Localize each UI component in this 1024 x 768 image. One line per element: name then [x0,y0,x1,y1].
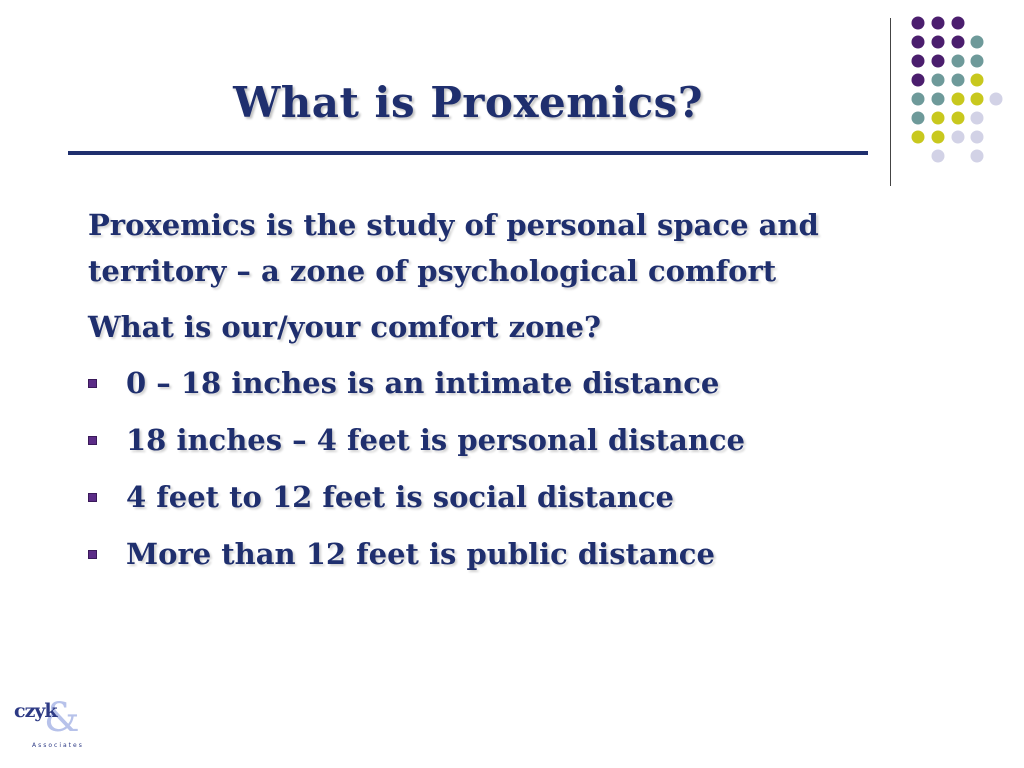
list-item [88,531,918,577]
dot [912,93,925,106]
dot [932,112,945,125]
paragraph-text: What is our/your comfort zone? [88,310,601,344]
logo-word: czyk [14,700,57,722]
dot [971,150,984,163]
logo-ampersand: & [44,695,80,741]
slide-title: What is Proxemics? [233,78,703,127]
paragraph-text: Proxemics is the study of personal space and territory – a zone of psychological comfort [88,208,819,288]
list-item [88,417,918,463]
square-bullet-icon [88,550,97,559]
vertical-divider [890,18,891,186]
company-logo [14,695,84,753]
dot [971,36,984,49]
body-paragraph [88,202,918,294]
dot [912,112,925,125]
dot [971,112,984,125]
dot [952,74,965,87]
body-paragraph [88,304,918,350]
dot [932,150,945,163]
list-item [88,474,918,520]
dot [932,36,945,49]
square-bullet-icon [88,379,97,388]
square-bullet-icon [88,493,97,502]
dot [912,17,925,30]
dot [912,55,925,68]
logo-subtitle: Associates [32,742,84,749]
list-item-text: More than 12 feet is public distance [126,537,715,571]
dot [952,93,965,106]
dot [932,55,945,68]
dot [971,93,984,106]
list-item-text: 18 inches – 4 feet is personal distance [126,423,746,457]
slide-body [88,202,918,588]
dot [912,131,925,144]
dot [952,55,965,68]
dot [990,93,1003,106]
bullet-list [88,360,918,577]
dot [971,74,984,87]
square-bullet-icon [88,436,97,445]
dot [952,17,965,30]
dot [912,36,925,49]
dot [971,55,984,68]
dot [932,131,945,144]
title-underline [68,151,868,155]
dot [952,131,965,144]
dot [912,74,925,87]
list-item [88,360,918,406]
dot [932,17,945,30]
list-item-text: 4 feet to 12 feet is social distance [126,480,674,514]
dot [971,131,984,144]
list-item-text: 0 – 18 inches is an intimate distance [126,366,720,400]
dot [932,74,945,87]
dot [952,36,965,49]
dot [932,93,945,106]
dot [952,112,965,125]
